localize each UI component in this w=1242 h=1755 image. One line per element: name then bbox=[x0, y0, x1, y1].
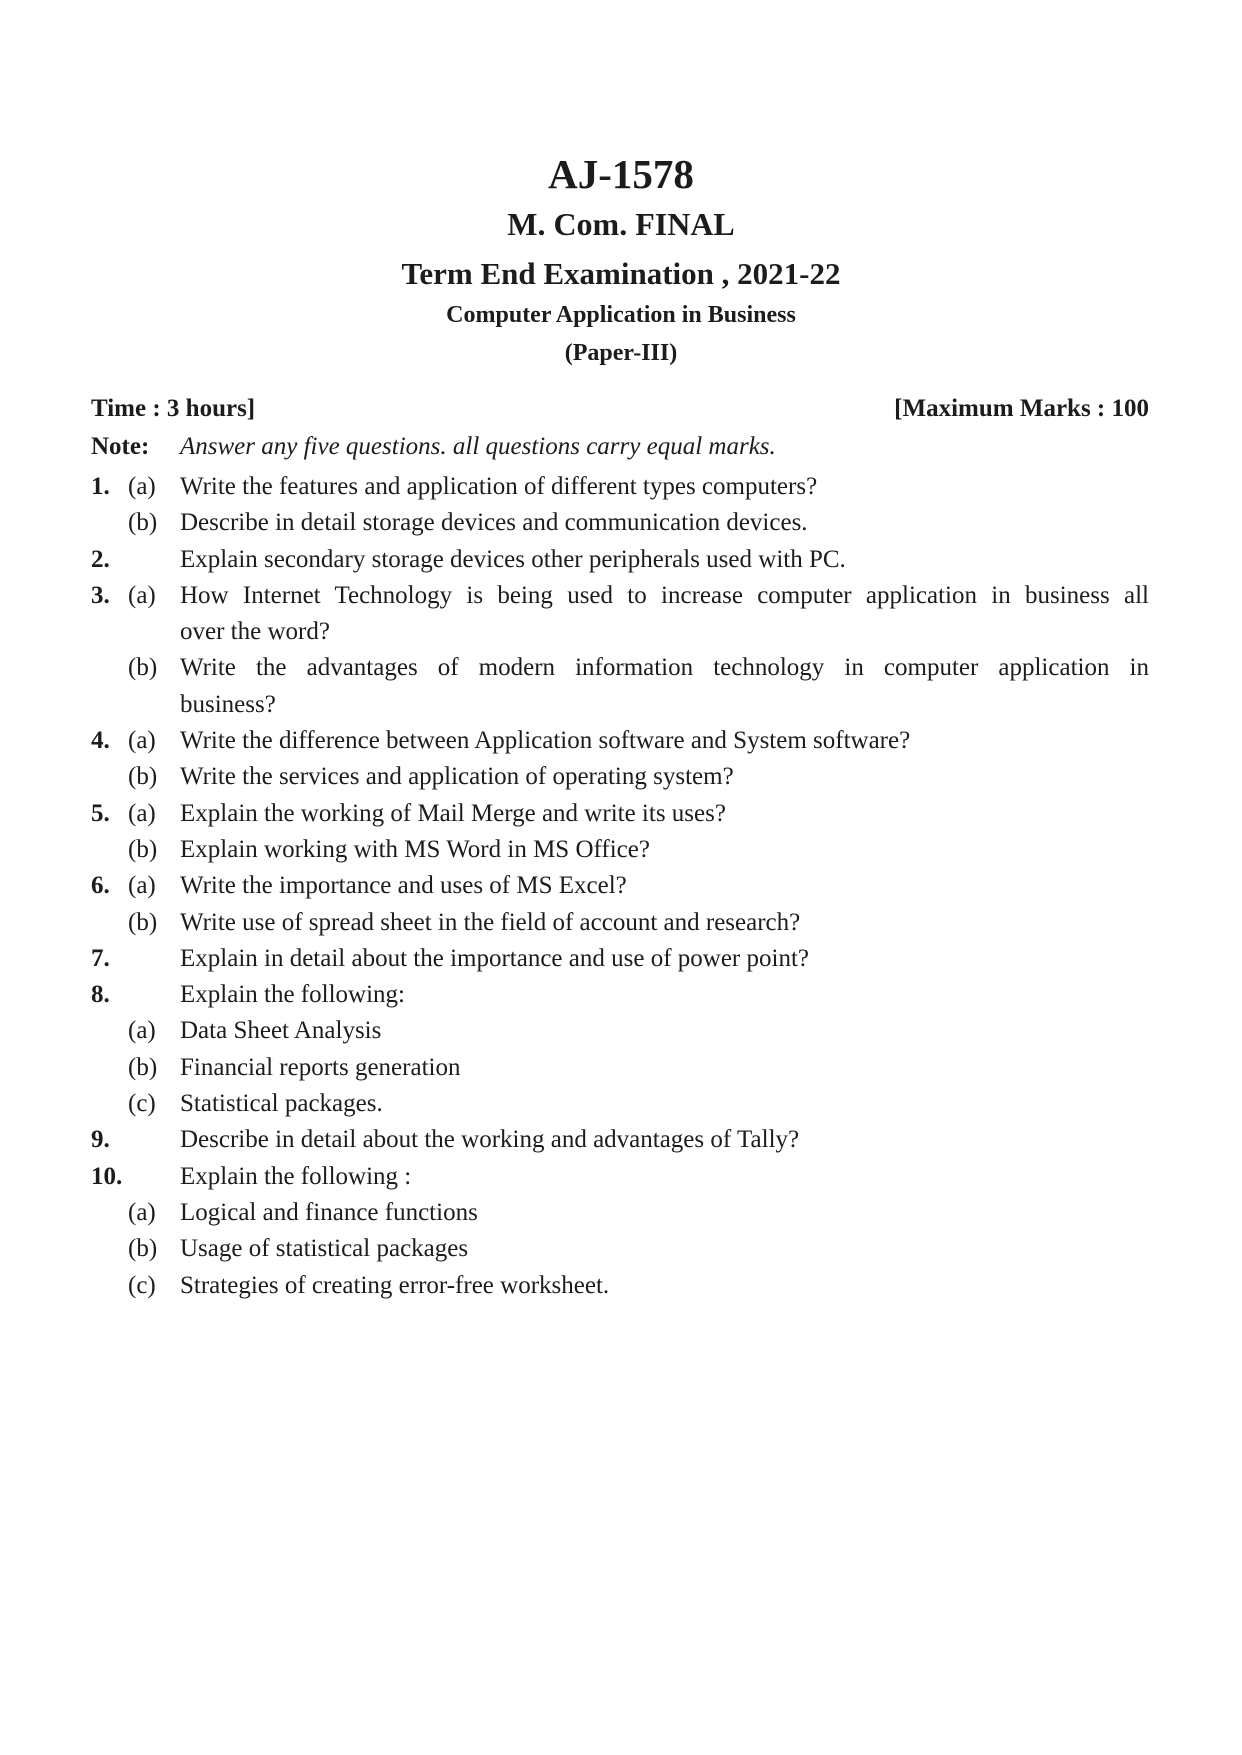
sub-question-label: (b) bbox=[128, 763, 158, 791]
question-number: 7. bbox=[91, 944, 110, 972]
question-text: Write the importance and uses of MS Excel? bbox=[180, 872, 627, 900]
question-line bbox=[91, 941, 1149, 977]
question-line bbox=[91, 614, 1149, 650]
sub-question-label: (a) bbox=[128, 473, 156, 500]
question-number: 2. bbox=[91, 545, 110, 573]
question-line bbox=[91, 650, 1149, 686]
question-line bbox=[91, 1268, 1149, 1304]
question-line bbox=[91, 977, 1149, 1013]
sub-question-label: (c) bbox=[128, 1090, 156, 1118]
question-text: Write the advantages of modern information technology in computer application in bbox=[180, 654, 1149, 682]
question-number: 4. bbox=[91, 727, 110, 755]
question-line bbox=[91, 1195, 1149, 1231]
course-title: M. Com. FINAL bbox=[507, 206, 735, 242]
question-text: Describe in detail about the working and advantages of Tally? bbox=[180, 1126, 800, 1154]
paper-number: (Paper-III) bbox=[564, 340, 678, 366]
question-line bbox=[91, 687, 1149, 723]
question-line bbox=[91, 1159, 1149, 1195]
sub-question-label: (a) bbox=[128, 727, 156, 755]
question-number: 3. bbox=[91, 581, 110, 609]
subject-title: Computer Application in Business bbox=[446, 302, 796, 328]
question-line bbox=[91, 832, 1149, 868]
sub-question-label: (a) bbox=[128, 872, 156, 900]
exam-title: Term End Examination , 2021-22 bbox=[401, 256, 841, 291]
question-number: 5. bbox=[91, 799, 110, 827]
sub-question-label: (b) bbox=[128, 835, 158, 863]
question-text: Usage of statistical packages bbox=[180, 1235, 469, 1263]
sub-question-label: (c) bbox=[128, 1271, 156, 1299]
sub-question-label: (b) bbox=[128, 1235, 158, 1263]
question-number: 8. bbox=[91, 981, 110, 1009]
maximum-marks: [Maximum Marks : 100 bbox=[894, 395, 1149, 422]
question-line bbox=[91, 542, 1149, 578]
question-line bbox=[91, 1050, 1149, 1086]
question-line bbox=[91, 1086, 1149, 1122]
sub-question-label: (b) bbox=[128, 509, 158, 537]
question-text: How Internet Technology is being used to increase computer application in business all bbox=[180, 581, 1149, 609]
question-text: Describe in detail storage devices and communication devices. bbox=[180, 509, 808, 537]
question-text: Write use of spread sheet in the field of account and research? bbox=[180, 908, 801, 936]
sub-question-label: (a) bbox=[128, 799, 156, 827]
question-text: Write the services and application of operating system? bbox=[180, 763, 734, 791]
question-line bbox=[91, 1122, 1149, 1158]
time-allowed: Time : 3 hours] bbox=[91, 395, 256, 422]
question-text: Explain the following: bbox=[180, 981, 405, 1009]
question-number: 1. bbox=[91, 473, 110, 500]
sub-question-label: (b) bbox=[128, 1053, 158, 1081]
question-text: Strategies of creating error-free worksheet. bbox=[180, 1271, 610, 1299]
exam-note: Note: Answer any five questions. all questions carry equal marks. bbox=[91, 433, 776, 460]
question-list bbox=[91, 469, 1149, 1304]
note-label: Note: bbox=[91, 433, 150, 460]
question-line bbox=[91, 1231, 1149, 1267]
question-number: 9. bbox=[91, 1126, 110, 1154]
question-text: Explain secondary storage devices other peripherals used with PC. bbox=[180, 545, 846, 573]
sub-question-label: (a) bbox=[128, 1017, 156, 1045]
question-line bbox=[91, 469, 1149, 505]
question-text: Explain the following : bbox=[180, 1162, 412, 1190]
question-text: Data Sheet Analysis bbox=[180, 1017, 382, 1045]
question-line bbox=[91, 1013, 1149, 1049]
question-text: Write the features and application of different types computers? bbox=[180, 473, 818, 500]
sub-question-label: (b) bbox=[128, 654, 158, 682]
question-text: Explain working with MS Word in MS Office? bbox=[180, 835, 650, 863]
question-number: 6. bbox=[91, 872, 110, 900]
question-text: Write the difference between Application software and System software? bbox=[180, 727, 911, 755]
question-text: Explain in detail about the importance and use of power point? bbox=[180, 944, 809, 972]
question-line bbox=[91, 868, 1149, 904]
question-line bbox=[91, 905, 1149, 941]
question-line bbox=[91, 505, 1149, 541]
sub-question-label: (a) bbox=[128, 1198, 156, 1226]
question-number: 10. bbox=[91, 1162, 123, 1190]
question-line bbox=[91, 578, 1149, 614]
question-line bbox=[91, 796, 1149, 832]
question-line bbox=[91, 759, 1149, 795]
question-text: Statistical packages. bbox=[180, 1090, 383, 1118]
paper-code: AJ-1578 bbox=[548, 151, 694, 197]
question-text: over the word? bbox=[180, 618, 330, 646]
question-text: Explain the working of Mail Merge and write its uses? bbox=[180, 799, 726, 827]
question-text: Logical and finance functions bbox=[180, 1198, 478, 1226]
sub-question-label: (a) bbox=[128, 581, 156, 609]
sub-question-label: (b) bbox=[128, 908, 158, 936]
question-text: business? bbox=[180, 690, 276, 718]
question-line bbox=[91, 723, 1149, 759]
question-text: Financial reports generation bbox=[180, 1053, 461, 1081]
